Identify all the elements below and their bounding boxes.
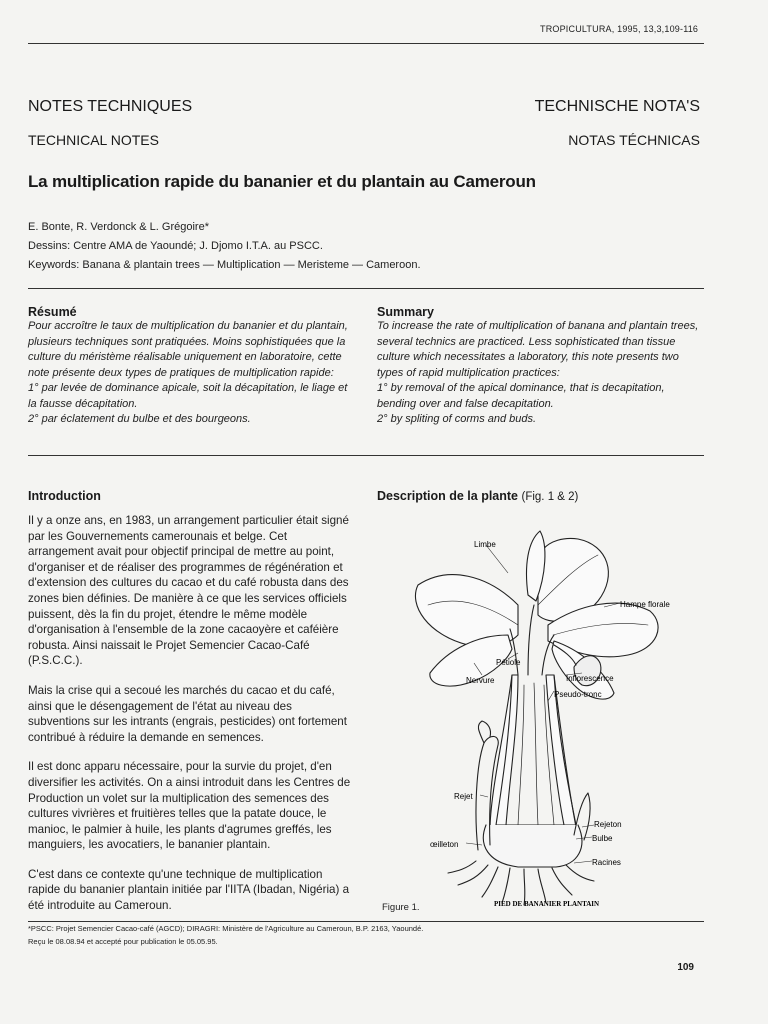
- description-heading-text: Description de la plante: [377, 489, 519, 503]
- label-bulbe: Bulbe: [592, 834, 613, 843]
- introduction-heading: Introduction: [28, 489, 101, 503]
- summary-paragraph: To increase the rate of multiplication of banana and plantain trees, several technics are practiced. Less sophisticated than tissue culture which necessitates a laboratory, this note presents two types of rapid multiplication practices:: [377, 320, 699, 379]
- summary-point-2: 2° by spliting of corms and buds.: [377, 413, 537, 425]
- intro-paragraph-1: Il y a onze ans, en 1983, un arrangement particulier était signé par les Gouvernements camerounais et belge. Cet arrangement avait pour objectif principal de mettre au point, d'organiser et de réaliser des programmes de régénération et d'extension des cultures du cacao et du café robusta dans des zones bien définies. De manière à ce que les services officiels puissent, dès la fin du projet, étendre le même modèle d'organisation à l'ensemble de la zone cacaoyère et caféière robusta. Ainsi naissait le Projet Semencier Cacao-Café (P.S.C.C.).: [28, 514, 349, 668]
- description-heading: [377, 489, 578, 503]
- label-nervure: Nervure: [466, 676, 495, 685]
- introduction-block: [28, 489, 351, 928]
- label-limbe: Limbe: [474, 540, 496, 549]
- journal-reference: TROPICULTURA, 1995, 13,3,109-116: [540, 24, 699, 34]
- page-number: 109: [677, 962, 694, 973]
- summary-text: [377, 319, 701, 428]
- header-rule: [28, 43, 704, 44]
- illustration-inner-caption: PIED DE BANANIER PLANTAIN: [494, 900, 600, 908]
- label-inflorescence: Inflorescence: [566, 674, 614, 683]
- label-pseudo-tronc: Pseudo-tronc: [554, 690, 602, 699]
- label-oeilleton: œilleton: [430, 840, 459, 849]
- abstract-rule-bottom: [28, 455, 704, 456]
- intro-paragraph-4: C'est dans ce contexte qu'une technique de multiplication rapide du bananier plantain initiée par l'IITA (Ibadan, Nigéria) a été introduite au Cameroun.: [28, 867, 350, 913]
- abstract-rule-top: [28, 288, 704, 289]
- summary-block: [377, 305, 701, 428]
- resume-text: [28, 319, 354, 428]
- footnote-pscc: *PSCC: Projet Semencier Cacao-café (AGCD); DIRAGRI: Ministère de l'Agriculture au Cameroun, B.P. 2163, Yaoundé.: [28, 924, 424, 933]
- resume-heading: Résumé: [28, 305, 77, 319]
- label-rejeton: Rejeton: [594, 820, 622, 829]
- intro-paragraph-2: Mais la crise qui a secoué les marchés du cacao et du café, ainsi que le désengagement de l'état au niveau des subventions sur les intrants (engrais, pesticides) ont fortement contribué à réduire la demande en semences.: [28, 683, 347, 744]
- resume-paragraph: Pour accroître le taux de multiplication du bananier et du plantain, plusieurs techniques sont pratiquées. Moins sophistiquées que la culture du méristème réalisable uniquement en laboratoire, cette note présente deux types de pratiques de multiplication rapide:: [28, 320, 348, 379]
- drawings-credit: Dessins: Centre AMA de Yaoundé; J. Djomo I.T.A. au PSCC.: [28, 240, 323, 252]
- summary-point-1: 1° by removal of the apical dominance, that is decapitation, bending over and false decapitation.: [377, 382, 665, 410]
- footnote-rule: [28, 921, 704, 922]
- intro-paragraph-3: Il est donc apparu nécessaire, pour la survie du projet, d'en diversifier les activités. On a ainsi introduit dans les Centres de Production un volet sur la multiplication des semences des cultures vivrières et fruitières telles que la patate douce, le manioc, le palmier à huile, les plants d'agrumes greffés, les manguiers, les avocatiers, le bananier plantain.: [28, 760, 351, 852]
- keywords: Keywords: Banana & plantain trees — Multiplication — Meristeme — Cameroon.: [28, 259, 421, 271]
- section-label-es: NOTAS TÉCHNICAS: [568, 132, 700, 148]
- summary-heading: Summary: [377, 305, 434, 319]
- authors: E. Bonte, R. Verdonck & L. Grégoire*: [28, 221, 209, 233]
- section-label-nl: TECHNISCHE NOTA'S: [534, 98, 700, 115]
- figure-caption: Figure 1.: [382, 902, 420, 913]
- label-rejet: Rejet: [454, 792, 473, 801]
- resume-point-1: 1° par levée de dominance apicale, soit la décapitation, le liage et la fausse décapitation.: [28, 382, 348, 410]
- resume-point-2: 2° par éclatement du bulbe et des bourgeons.: [28, 413, 251, 425]
- article-title: La multiplication rapide du bananier et du plantain au Cameroun: [28, 172, 536, 191]
- footnote-received: Reçu le 08.08.94 et accepté pour publication le 05.05.95.: [28, 937, 218, 946]
- label-petiole: Pétiole: [496, 658, 521, 667]
- label-hampe-florale: Hampe florale: [620, 600, 670, 609]
- section-label-en: TECHNICAL NOTES: [28, 132, 159, 148]
- resume-block: [28, 305, 354, 428]
- introduction-text: [28, 513, 351, 914]
- label-racines: Racines: [592, 858, 621, 867]
- banana-plant-illustration: [378, 525, 706, 920]
- figure-reference: (Fig. 1 & 2): [521, 491, 579, 503]
- section-label-fr: NOTES TECHNIQUES: [28, 98, 193, 115]
